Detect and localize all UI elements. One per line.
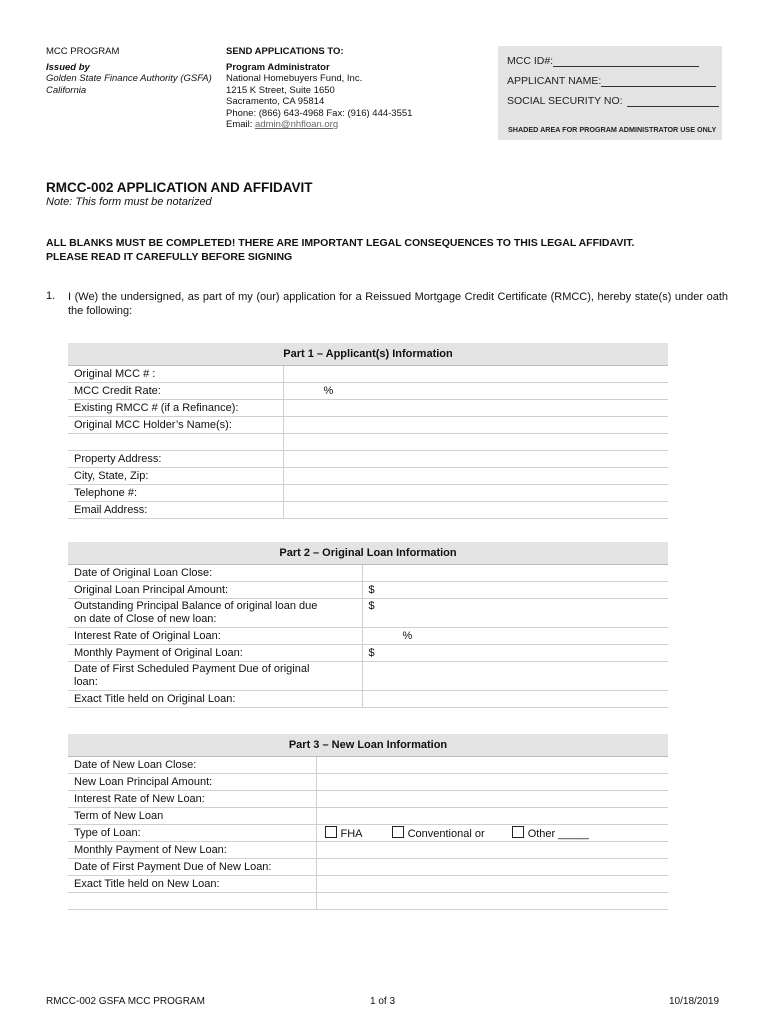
row-label: Property Address: <box>68 451 283 468</box>
authority-state: California <box>46 84 87 96</box>
row-label: New Loan Principal Amount: <box>68 774 316 791</box>
property-address-field[interactable] <box>283 451 668 468</box>
first-payment-date-field[interactable] <box>362 662 668 691</box>
fha-checkbox[interactable] <box>325 826 337 838</box>
original-mcc-field[interactable] <box>283 366 668 383</box>
footer-date: 10/18/2019 <box>669 996 720 1007</box>
new-payment-field[interactable] <box>316 842 668 859</box>
email-link[interactable]: admin@nhfloan.org <box>255 119 339 130</box>
row-label: Date of Original Loan Close: <box>68 565 362 582</box>
row-label: Original Loan Principal Amount: <box>68 582 362 599</box>
row-label: Type of Loan: <box>68 825 316 842</box>
table-row <box>68 825 668 842</box>
table-row <box>68 451 668 468</box>
existing-rmcc-field[interactable] <box>283 400 668 417</box>
original-close-date-field[interactable] <box>362 565 668 582</box>
new-close-date-field[interactable] <box>316 757 668 774</box>
part3-heading: Part 3 – New Loan Information <box>68 734 668 757</box>
email-address-field[interactable] <box>283 502 668 519</box>
legal-warning <box>46 236 726 264</box>
ssn-label: SOCIAL SECURITY NO: <box>507 95 623 107</box>
table-row <box>68 808 668 825</box>
table-row <box>68 628 668 645</box>
table-row <box>68 599 668 628</box>
applicant-name-label: APPLICANT NAME: <box>507 75 602 87</box>
ssn-field[interactable] <box>627 96 719 107</box>
part1-heading: Part 1 – Applicant(s) Information <box>68 343 668 366</box>
admin-title: Program Administrator <box>226 61 330 73</box>
conventional-label: Conventional or <box>407 828 485 840</box>
new-first-payment-field[interactable] <box>316 859 668 876</box>
row-label: Monthly Payment of Original Loan: <box>68 645 362 662</box>
table-row <box>68 842 668 859</box>
holder-name-field-2[interactable] <box>283 434 668 451</box>
email-label: Email: <box>226 119 256 130</box>
original-rate-field[interactable]: % <box>362 628 668 645</box>
footer-form-id: RMCC-002 GSFA MCC PROGRAM <box>46 996 205 1007</box>
part3-table <box>68 734 668 910</box>
city-state-zip-field[interactable] <box>283 468 668 485</box>
issued-by-label: Issued by <box>46 61 90 73</box>
holder-name-field[interactable] <box>283 417 668 434</box>
mcc-id-field[interactable] <box>553 56 699 67</box>
loan-type-options <box>316 825 668 842</box>
notarize-note: Note: This form must be notarized <box>46 196 212 208</box>
admin-use-note: SHADED AREA FOR PROGRAM ADMINISTRATOR USE ONLY <box>508 125 717 134</box>
admin-use-box <box>498 46 722 140</box>
send-to-heading: SEND APPLICATIONS TO: <box>226 46 344 57</box>
applicant-name-field[interactable] <box>601 76 716 87</box>
table-row <box>68 691 668 708</box>
row-label: City, State, Zip: <box>68 468 283 485</box>
row-label: Original MCC # : <box>68 366 283 383</box>
mcc-id-row <box>507 55 699 67</box>
row-label: Date of First Payment Due of New Loan: <box>68 859 316 876</box>
other-checkbox[interactable] <box>512 826 524 838</box>
oath-paragraph: I (We) the undersigned, as part of my (our) application for a Reissued Mortgage Credit Certificate (RMCC), hereby state(s) under oath the following: <box>68 291 728 317</box>
other-label: Other _____ <box>527 828 589 840</box>
new-term-field[interactable] <box>316 808 668 825</box>
table-row <box>68 893 668 910</box>
row-label: Interest Rate of New Loan: <box>68 791 316 808</box>
row-label <box>68 434 283 451</box>
part1-table <box>68 343 668 519</box>
table-row <box>68 502 668 519</box>
row-label: Exact Title held on Original Loan: <box>68 691 362 708</box>
row-label <box>68 893 316 910</box>
warning-line-2: PLEASE READ IT CAREFULLY BEFORE SIGNING <box>46 251 293 263</box>
admin-email-row <box>226 119 476 131</box>
program-name: MCC PROGRAM <box>46 46 120 57</box>
row-label: Monthly Payment of New Loan: <box>68 842 316 859</box>
row-label: Telephone #: <box>68 485 283 502</box>
row-label: MCC Credit Rate: <box>68 383 283 400</box>
original-title-field[interactable] <box>362 691 668 708</box>
part2-table <box>68 542 668 708</box>
part2-heading: Part 2 – Original Loan Information <box>68 542 668 565</box>
ssn-row <box>507 95 719 107</box>
row-label: Date of New Loan Close: <box>68 757 316 774</box>
row-label: Original MCC Holder’s Name(s): <box>68 417 283 434</box>
mcc-id-label: MCC ID#: <box>507 55 554 67</box>
send-to-block <box>226 46 476 131</box>
warning-line-1: ALL BLANKS MUST BE COMPLETED! THERE ARE IMPORTANT LEGAL CONSEQUENCES TO THIS LEGAL AFFIDAVIT. <box>46 237 635 249</box>
table-row <box>68 468 668 485</box>
admin-address-line1: 1215 K Street, Suite 1650 <box>226 84 335 96</box>
new-principal-field[interactable] <box>316 774 668 791</box>
table-row <box>68 582 668 599</box>
table-row <box>68 876 668 893</box>
new-title-field-2[interactable] <box>316 893 668 910</box>
admin-phone-fax: Phone: (866) 643-4968 Fax: (916) 444-3551 <box>226 107 413 119</box>
new-title-field[interactable] <box>316 876 668 893</box>
table-row <box>68 859 668 876</box>
row-label: Date of First Scheduled Payment Due of original loan: <box>68 662 362 691</box>
row-label: Existing RMCC # (if a Refinance): <box>68 400 283 417</box>
issuer-block <box>46 46 221 96</box>
table-row <box>68 434 668 451</box>
telephone-field[interactable] <box>283 485 668 502</box>
row-label: Outstanding Principal Balance of original loan due on date of Close of new loan: <box>68 599 362 628</box>
admin-address-line2: Sacramento, CA 95814 <box>226 96 325 107</box>
new-rate-field[interactable] <box>316 791 668 808</box>
table-row <box>68 774 668 791</box>
form-title: RMCC-002 APPLICATION AND AFFIDAVIT <box>46 180 313 195</box>
row-label: Interest Rate of Original Loan: <box>68 628 362 645</box>
footer-page-number: 1 of 3 <box>370 996 396 1007</box>
row-label: Term of New Loan <box>68 808 316 825</box>
table-row <box>68 485 668 502</box>
original-payment-field[interactable]: $ <box>362 645 668 662</box>
row-label: Exact Title held on New Loan: <box>68 876 316 893</box>
applicant-name-row <box>507 75 716 87</box>
credit-rate-field[interactable]: % <box>283 383 668 400</box>
table-row <box>68 400 668 417</box>
table-row <box>68 383 668 400</box>
original-principal-field[interactable]: $ <box>362 582 668 599</box>
table-row <box>68 366 668 383</box>
authority-name: Golden State Finance Authority (GSFA) <box>46 73 212 84</box>
conventional-checkbox[interactable] <box>392 826 404 838</box>
fha-label: FHA <box>340 828 363 840</box>
table-row <box>68 565 668 582</box>
table-row <box>68 757 668 774</box>
row-label: Email Address: <box>68 502 283 519</box>
outstanding-balance-field[interactable]: $ <box>362 599 668 628</box>
table-row <box>68 791 668 808</box>
table-row <box>68 417 668 434</box>
paragraph-number: 1. <box>46 290 56 302</box>
table-row <box>68 645 668 662</box>
table-row <box>68 662 668 691</box>
admin-name: National Homebuyers Fund, Inc. <box>226 73 363 84</box>
